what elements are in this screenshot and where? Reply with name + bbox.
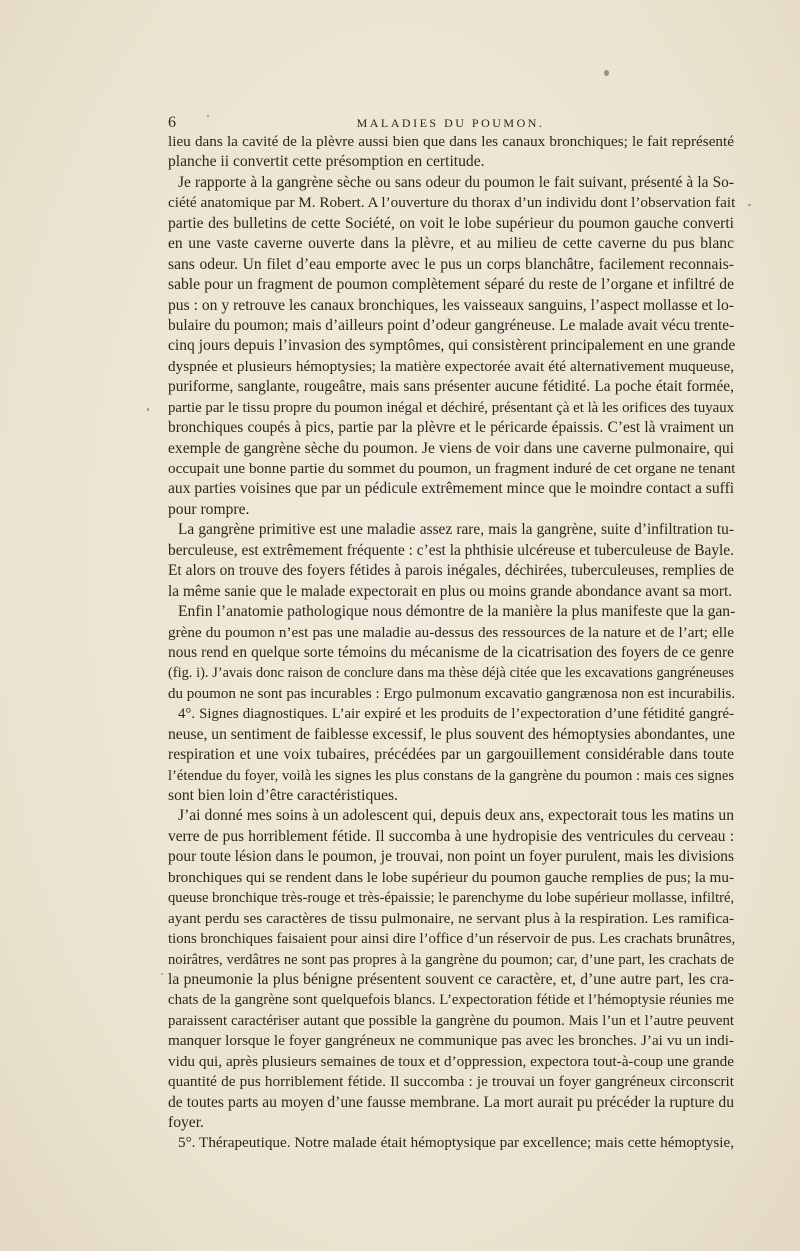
text-line: (fig. i). J’avais donc raison de conclure dans ma thèse déjà citée que les excavations gangréneuses xyxy=(168,665,734,682)
text-line: Et alors on trouve des foyers fétides à parois inégales, déchirées, tuberculeuses, remplies de xyxy=(168,562,734,580)
text-line: foyer. xyxy=(168,1114,204,1131)
text-line: manquer lorsque le foyer gangréneux ne communique pas avec les bronches. J’ai vu un indi- xyxy=(168,1032,734,1050)
paper-speck xyxy=(604,70,609,76)
text-line: aux parties voisines que par un pédicule extrêmement mince que le moindre contact a suffi xyxy=(168,480,735,498)
text-line: La gangrène primitive est une maladie assez rare, mais la gangrène, suite d’infiltration tu- xyxy=(178,521,734,539)
text-line: tions bronchiques faisaient pour ainsi dire l’office d’un réservoir de pus. Les crachats brunâtres, xyxy=(168,931,736,948)
text-line: en une vaste caverne ouverte dans la plèvre, et au milieu de cette caverne du pus blanc xyxy=(168,235,734,253)
text-line: l’étendue du foyer, voilà les signes les plus constans de la gangrène du poumon : mais ces signes xyxy=(168,767,734,784)
text-line: la même sanie que le malade expectorait en plus ou moins grande abondance avant sa mort. xyxy=(168,582,733,600)
text-line: cinq jours depuis l’invasion des symptômes, qui consistèrent principalement en une grande xyxy=(168,337,736,355)
body-text xyxy=(168,132,734,1154)
text-line: ayant perdu ses caractères de tissu pulmonaire, ne servant plus à la respiration. Les ramifica- xyxy=(168,909,734,927)
text-line: puriforme, sanglante, rougeâtre, mais sans présenter aucune fétidité. La poche était formée, xyxy=(168,378,734,396)
text-line: dyspnée et plusieurs hémoptysies; la matière expectorée avait été alternativement muqueuse, xyxy=(168,357,734,375)
paper-speck xyxy=(748,204,751,206)
text-line: 4°. Signes diagnostiques. L’air expiré et les produits de l’expectoration d’une fétidité gangré- xyxy=(178,706,734,723)
text-line: sans odeur. Un filet d’eau emporte avec le pus un corps blanchâtre, facilement reconnais- xyxy=(168,255,734,273)
text-line: pus : on y retrouve les canaux bronchiques, les vaisseaux sanguins, l’aspect mollasse et lo- xyxy=(168,296,734,314)
text-line: 5°. Thérapeutique. Notre malade était hémoptysique par excellence; mais cette hémoptysie, xyxy=(178,1134,734,1152)
text-line: bulaire du poumon; mais d’ailleurs point d’odeur gangréneuse. Le malade avait vécu trente- xyxy=(168,316,735,334)
text-line: Je rapporte à la gangrène sèche ou sans odeur du poumon le fait suivant, présenté à la So- xyxy=(178,173,734,191)
text-line: grène du poumon n’est pas une maladie au-dessus des ressources de la nature et de l’art; elle xyxy=(168,623,734,641)
running-head xyxy=(168,114,733,134)
text-line: lieu dans la cavité de la plèvre aussi bien que dans les canaux bronchiques; le fait représenté xyxy=(168,133,734,150)
text-line: sable pour un fragment de poumon complètement séparé du reste de l’organe et infiltré de xyxy=(168,276,734,294)
text-line: nous rend en quelque sorte témoins du mécanisme de la cicatrisation des foyers de ce genre xyxy=(168,643,734,661)
text-line: chats de la gangrène sont quelquefois blancs. L’expectoration fétide et l’hémoptysie réunies me xyxy=(168,992,734,1009)
text-line: ciété anatomique par M. Robert. A l’ouverture du thorax d’un individu dont l’observation fait xyxy=(168,194,736,212)
text-line: vidu qui, après plusieurs semaines de toux et d’oppression, expectora tout-à-coup une grande xyxy=(168,1052,734,1070)
text-line: planche ii convertit cette présomption en certitude. xyxy=(168,153,485,171)
text-line: pour rompre. xyxy=(168,500,250,518)
text-line: pour toute lésion dans le poumon, je trouvai, non point un foyer purulent, mais les divisions xyxy=(168,848,734,866)
text-line: J’ai donné mes soins à un adolescent qui, depuis deux ans, expectorait tous les matins un xyxy=(178,807,734,825)
text-line: de toutes parts au moyen d’une fausse membrane. La mort aurait pu précéder la rupture du xyxy=(168,1093,734,1111)
running-title: MALADIES DU POUMON. xyxy=(356,116,545,130)
text-line: du poumon ne sont pas incurables : Ergo pulmonum excavatio gangrænosa non est incurabilis. xyxy=(168,685,736,702)
text-line: respiration et une voix tubaires, précédées par un gargouillement considérable dans toute xyxy=(168,746,734,764)
page-number: 6 xyxy=(168,114,176,131)
paper-speck xyxy=(161,973,163,975)
text-line: Enfin l’anatomie pathologique nous démontre de la manière la plus manifeste que la gan- xyxy=(178,603,736,621)
text-line: occupait une bonne partie du sommet du poumon, un fragment induré de cet organe ne tenant xyxy=(168,460,736,477)
text-line: noirâtres, verdâtres ne sont pas propres à la gangrène du poumon; car, d’une part, les crachats de xyxy=(168,951,734,968)
text-line: paraissent caractériser autant que possible la gangrène du poumon. Mais l’un et l’autre peuvent xyxy=(168,1012,734,1029)
text-line: la pneumonie la plus bénigne présentent souvent ce caractère, et, d’une autre part, les cra- xyxy=(168,970,734,988)
text-line: exemple de gangrène sèche du poumon. Je viens de voir dans une caverne pulmonaire, qui xyxy=(168,439,734,457)
text-line: bronchiques qui se rendent dans le lobe supérieur du poumon gauche remplies de pus; la mu- xyxy=(168,868,734,886)
text-line: queuse bronchique très-rouge et très-épaissie; le parenchyme du lobe supérieur mollasse, infiltré, xyxy=(168,890,735,907)
text-line: berculeuse, est extrêmement fréquente : c’est la phthisie ulcéreuse et tuberculeuse de Bayle. xyxy=(168,541,734,559)
text-line: partie des bulletins de cette Société, on voit le lobe supérieur du poumon gauche converti xyxy=(168,214,734,232)
text-line: sont bien loin d’être caractéristiques. xyxy=(168,787,398,804)
text-line: partie par le tissu propre du poumon inégal et déchiré, présentant çà et là les orifices des tuyaux xyxy=(168,399,734,416)
text-line: quantité de pus horriblement fétide. Il succomba : je trouvai un foyer gangréneux circonscrit xyxy=(168,1073,734,1091)
text-line: neuse, un sentiment de faiblesse excessif, le plus souvent des hémoptysies abondantes, une xyxy=(168,725,735,743)
paper-speck xyxy=(147,408,149,411)
text-line: bronchiques coupés à pics, partie par la plèvre et le péricarde épaissis. C’est là vraiment un xyxy=(168,419,734,437)
text-line: verre de pus horriblement fétide. Il succomba à une hydropisie des ventricules du cerveau : xyxy=(168,827,734,845)
